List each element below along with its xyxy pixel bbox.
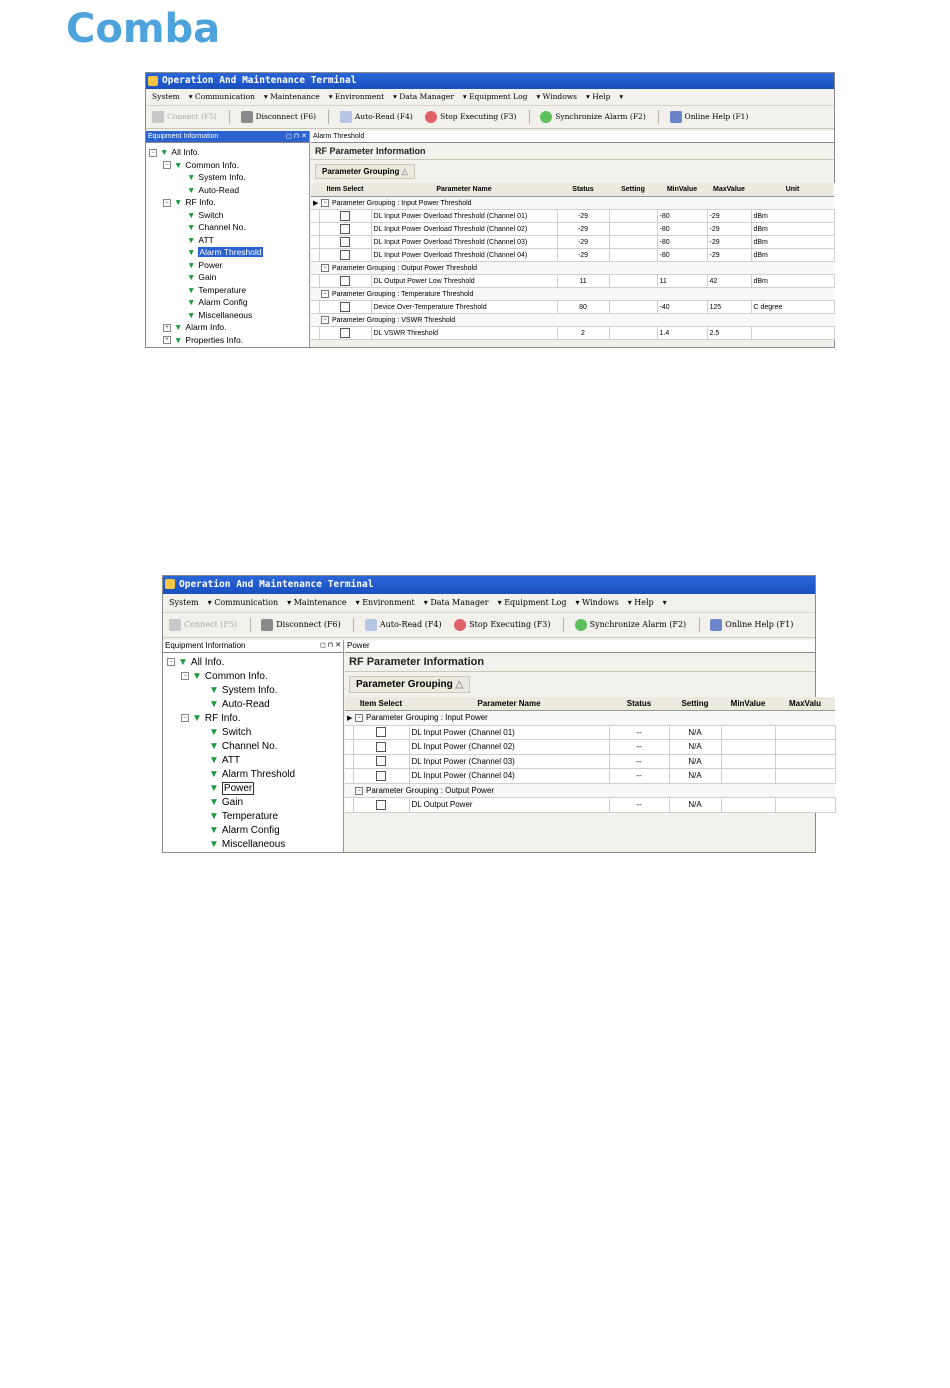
tree-node-alarm-info[interactable]: + ▼ Alarm Info.	[163, 322, 227, 332]
tree-node-rf-info[interactable]: − ▼ RF Info.	[181, 713, 240, 724]
setting-input[interactable]	[609, 210, 657, 223]
antenna-icon: ▼	[209, 685, 219, 696]
synchronize-alarm-button[interactable]: Synchronize Alarm (F2)	[540, 106, 646, 128]
antenna-icon: ▼	[209, 769, 219, 780]
item-select-checkbox[interactable]	[340, 276, 350, 286]
collapse-icon[interactable]: −	[181, 714, 189, 722]
antenna-icon: ▼	[178, 657, 188, 668]
antenna-icon: ▼	[209, 797, 219, 808]
tree-node-channel-no[interactable]: ▼ Channel No.	[187, 222, 246, 232]
item-select-checkbox[interactable]	[340, 328, 350, 338]
toolbar-separator	[529, 110, 530, 124]
column-header-maxvalue[interactable]: MaxValue	[707, 183, 751, 197]
setting-input[interactable]: N/A	[669, 798, 721, 813]
toolbar-separator	[563, 618, 564, 632]
tree-node-switch[interactable]: ▼ Switch	[209, 727, 252, 738]
menu-environment[interactable]: Environment	[362, 598, 415, 607]
antenna-icon: ▼	[187, 184, 196, 195]
tree-node-power[interactable]: ▼ Power	[209, 783, 253, 794]
stop-executing-button[interactable]: Stop Executing (F3)	[425, 106, 516, 128]
auto-read-icon	[340, 111, 352, 123]
rf-parameter-title: RF Parameter Information	[345, 653, 815, 672]
tree-node-all-info[interactable]: − ▼ All Info.	[149, 147, 200, 157]
setting-input[interactable]: N/A	[669, 754, 721, 769]
rf-parameter-pane	[345, 640, 821, 852]
item-select-checkbox[interactable]	[376, 771, 386, 781]
collapse-icon[interactable]: −	[163, 199, 171, 207]
tree-node-miscellaneous[interactable]: ▼ Miscellaneous	[209, 839, 286, 850]
toolbar-separator	[229, 110, 230, 124]
setting-input[interactable]	[609, 275, 657, 288]
antenna-icon: ▼	[209, 699, 219, 710]
menu-maintenance[interactable]: Maintenance	[270, 92, 320, 101]
toolbar-separator	[328, 110, 329, 124]
tree-node-gain[interactable]: ▼ Gain	[209, 797, 244, 808]
app-icon	[165, 579, 175, 589]
tree-node-common-info[interactable]: − ▼ Common Info.	[181, 671, 268, 682]
menu-equipment-log[interactable]: Equipment Log	[469, 92, 528, 101]
help-icon	[710, 619, 722, 631]
column-header-unit[interactable]: Unit	[751, 183, 834, 197]
group-row[interactable]: ▶ − Parameter Grouping : Input Power	[345, 711, 835, 726]
antenna-icon: ▼	[187, 172, 196, 182]
antenna-icon: ▼	[174, 197, 183, 207]
sync-icon	[575, 619, 587, 631]
menu-equipment-log[interactable]: Equipment Log	[504, 598, 567, 607]
collapse-icon[interactable]: −	[163, 161, 171, 169]
item-select-checkbox[interactable]	[340, 237, 350, 247]
item-select-checkbox[interactable]	[376, 727, 386, 737]
tree-node-all-info[interactable]: − ▼ All Info.	[167, 657, 224, 668]
antenna-icon: ▼	[192, 671, 202, 682]
antenna-icon: ▼	[209, 839, 219, 850]
tab-alarm-threshold[interactable]: Alarm Threshold	[311, 131, 834, 143]
antenna-icon: ▼	[174, 334, 183, 345]
table-row[interactable]: DL Input Power (Channel 02) -- N/A	[345, 740, 835, 755]
tree-node-alarm-config[interactable]: ▼ Alarm Config	[209, 825, 280, 836]
tree-node-miscellaneous[interactable]: ▼ Miscellaneous	[187, 309, 253, 320]
pane-controls[interactable]: ◻ ⊓ ✕	[319, 642, 341, 649]
table-row[interactable]: DL Output Power -- N/A	[345, 798, 835, 813]
setting-input[interactable]: N/A	[669, 769, 721, 784]
tree-node-power[interactable]: ▼ Power	[187, 259, 223, 270]
online-help-button[interactable]: Online Help (F1)	[710, 613, 793, 637]
synchronize-alarm-button[interactable]: Synchronize Alarm (F2)	[575, 613, 687, 637]
group-row[interactable]: ▶ − Parameter Grouping : Input Power Threshold	[311, 197, 834, 210]
item-select-checkbox[interactable]	[340, 250, 350, 260]
toolbar	[163, 613, 815, 638]
menu-bar: System ▾ Communication ▾ Maintenance ▾ Environment ▾ Data Manager ▾ Equipment Log ▾ Windows ▾ Help ▾	[163, 594, 815, 613]
antenna-icon: ▼	[187, 284, 196, 295]
setting-input[interactable]: N/A	[669, 725, 721, 740]
item-select-checkbox[interactable]	[376, 756, 386, 766]
stop-icon	[425, 111, 437, 123]
menu-maintenance[interactable]: Maintenance	[293, 598, 347, 607]
disconnect-icon	[261, 619, 273, 631]
item-select-checkbox[interactable]	[376, 742, 386, 752]
connect-icon	[169, 619, 181, 631]
parameter-table	[345, 697, 836, 813]
item-select-checkbox[interactable]	[376, 800, 386, 810]
column-header-status[interactable]: Status	[609, 697, 669, 711]
table-row[interactable]: DL Input Power Overload Threshold (Channel 04) -29 -80 -29 dBm	[311, 249, 834, 262]
expand-icon[interactable]: +	[163, 324, 171, 332]
antenna-icon: ▼	[192, 713, 202, 724]
column-header-minvalue[interactable]: MinValue	[657, 183, 707, 197]
menu-communication[interactable]: Communication	[194, 92, 255, 101]
antenna-icon: ▼	[160, 147, 169, 157]
table-row[interactable]: Device Over-Temperature Threshold 80 -40 125 C degree	[311, 301, 834, 314]
setting-input[interactable]	[609, 223, 657, 236]
oam-window-power	[162, 575, 821, 853]
window-titlebar	[163, 576, 815, 594]
item-select-checkbox[interactable]	[340, 211, 350, 221]
menu-bar: System ▾ Communication ▾ Maintenance ▾ Environment ▾ Data Manager ▾ Equipment Log ▾ Windows ▾ Help ▾	[146, 89, 834, 106]
collapse-icon[interactable]: −	[167, 658, 175, 666]
auto-read-button[interactable]: Auto-Read (F4)	[340, 106, 413, 128]
column-header-item-select[interactable]: Item Select	[353, 697, 409, 711]
group-row[interactable]: − Parameter Grouping : Output Power Threshold	[311, 262, 834, 275]
column-header-setting[interactable]: Setting	[609, 183, 657, 197]
item-select-checkbox[interactable]	[340, 224, 350, 234]
disconnect-button[interactable]: Disconnect (F6)	[241, 106, 317, 128]
table-header-row	[345, 697, 835, 711]
comba-logo: Comba	[66, 6, 221, 52]
collapse-icon[interactable]: −	[355, 787, 363, 795]
collapse-icon[interactable]: −	[321, 316, 329, 324]
disconnect-button[interactable]: Disconnect (F6)	[261, 613, 341, 637]
online-help-button[interactable]: Online Help (F1)	[670, 106, 749, 128]
column-header-maxvalue[interactable]: MaxValu	[775, 697, 835, 711]
connect-button[interactable]: Connect (F5)	[152, 106, 217, 128]
auto-read-icon	[365, 619, 377, 631]
app-icon	[148, 76, 158, 86]
collapse-icon[interactable]: −	[149, 149, 157, 157]
row-pointer-icon: ▶	[311, 197, 319, 210]
group-row[interactable]: − Parameter Grouping : VSWR Threshold	[311, 314, 834, 327]
antenna-icon: ▼	[209, 741, 219, 752]
toolbar	[146, 106, 834, 129]
item-select-checkbox[interactable]	[340, 302, 350, 312]
tree-node-gain[interactable]: ▼ Gain	[187, 272, 217, 282]
tree-node-system-info[interactable]: ▼ System Info.	[187, 172, 246, 182]
menu-data-manager[interactable]: Data Manager	[430, 598, 489, 607]
window-title: Operation And Maintenance Terminal	[162, 75, 357, 86]
window-title: Operation And Maintenance Terminal	[179, 579, 374, 590]
tree-node-alarm-config[interactable]: ▼ Alarm Config	[187, 297, 248, 307]
tree-node-temperature[interactable]: ▼ Temperature	[209, 811, 279, 822]
pane-header: Equipment Information ◻ ⊓ ✕	[146, 131, 309, 143]
tree-node-auto-read[interactable]: ▼ Auto-Read	[187, 184, 240, 195]
table-row[interactable]: DL Input Power (Channel 04) -- N/A	[345, 769, 835, 784]
setting-input[interactable]	[609, 301, 657, 314]
antenna-icon: ▼	[187, 234, 196, 245]
toolbar-separator	[699, 618, 700, 632]
sync-icon	[540, 111, 552, 123]
tree-node-auto-read[interactable]: ▼ Auto-Read	[209, 699, 270, 710]
parameter-table	[311, 183, 835, 340]
tree-node-att[interactable]: ▼ ATT	[209, 755, 241, 766]
table-row[interactable]: DL Input Power Overload Threshold (Channel 01) -29 -80 -29 dBm	[311, 210, 834, 223]
disconnect-icon	[241, 111, 253, 123]
equipment-info-pane	[163, 640, 344, 852]
collapse-icon[interactable]: −	[321, 290, 329, 298]
connect-button[interactable]: Connect (F5)	[169, 613, 237, 637]
menu-windows[interactable]: Windows	[542, 92, 578, 101]
column-header-status[interactable]: Status	[557, 183, 609, 197]
rf-parameter-title: RF Parameter Information	[311, 143, 834, 160]
column-header-minvalue[interactable]: MinValue	[721, 697, 775, 711]
antenna-icon: ▼	[209, 811, 219, 822]
auto-read-button[interactable]: Auto-Read (F4)	[365, 613, 442, 637]
setting-input[interactable]	[609, 327, 657, 340]
toolbar-separator	[658, 110, 659, 124]
table-row[interactable]: DL Input Power Overload Threshold (Channel 03) -29 -80 -29 dBm	[311, 236, 834, 249]
antenna-icon: ▼	[174, 322, 183, 332]
setting-input[interactable]	[609, 236, 657, 249]
antenna-icon: ▼	[209, 727, 219, 738]
oam-window-alarm-threshold	[145, 72, 835, 348]
antenna-icon: ▼	[209, 783, 219, 794]
setting-input[interactable]: N/A	[669, 740, 721, 755]
antenna-icon: ▼	[187, 209, 196, 220]
antenna-icon: ▼	[209, 755, 219, 766]
menu-help[interactable]: Help	[592, 92, 611, 101]
antenna-icon: ▼	[187, 247, 196, 257]
table-row[interactable]: DL Input Power (Channel 01) -- N/A	[345, 725, 835, 740]
menu-help[interactable]: Help	[634, 598, 654, 607]
tree-node-rf-info[interactable]: − ▼ RF Info.	[163, 197, 216, 207]
column-header-item-select[interactable]: Item Select	[319, 183, 371, 197]
rf-parameter-pane	[311, 131, 834, 347]
help-icon	[670, 111, 682, 123]
tree-node-alarm-threshold[interactable]: ▼ Alarm Threshold	[187, 247, 262, 257]
menu-data-manager[interactable]: Data Manager	[399, 92, 454, 101]
table-row[interactable]: DL Output Power Low Threshold 11 11 42 dBm	[311, 275, 834, 288]
toolbar-separator	[250, 618, 251, 632]
stop-icon	[454, 619, 466, 631]
tab-power[interactable]: Power	[345, 640, 815, 653]
connect-icon	[152, 111, 164, 123]
tree-node-att[interactable]: ▼ ATT	[187, 234, 214, 245]
collapse-icon[interactable]: −	[321, 264, 329, 272]
antenna-icon: ▼	[187, 259, 196, 270]
collapse-icon[interactable]: −	[321, 199, 329, 207]
tree-node-temperature[interactable]: ▼ Temperature	[187, 284, 247, 295]
tree-node-channel-no[interactable]: ▼ Channel No.	[209, 741, 278, 752]
menu-communication[interactable]: Communication	[214, 598, 279, 607]
menu-system[interactable]: System	[152, 92, 180, 101]
antenna-icon: ▼	[187, 297, 196, 307]
column-header-parameter-name[interactable]: Parameter Name	[371, 183, 557, 197]
pane-controls[interactable]: ◻ ⊓ ✕	[285, 133, 307, 140]
column-header-setting[interactable]: Setting	[669, 697, 721, 711]
collapse-icon[interactable]: −	[181, 672, 189, 680]
tree-node-properties-info[interactable]: + ▼ Properties Info.	[163, 335, 243, 345]
pane-header: Equipment Information ◻ ⊓ ✕	[163, 640, 343, 653]
antenna-icon: ▼	[187, 272, 196, 282]
tree-node-system-info[interactable]: ▼ System Info.	[209, 685, 278, 696]
menu-environment[interactable]: Environment	[334, 92, 385, 101]
table-header-row	[311, 183, 834, 197]
menu-windows[interactable]: Windows	[582, 598, 619, 607]
stop-executing-button[interactable]: Stop Executing (F3)	[454, 613, 550, 637]
parameter-grouping-header[interactable]: Parameter Grouping △	[349, 676, 470, 693]
tree-node-common-info[interactable]: − ▼ Common Info.	[163, 160, 239, 170]
tree-node-switch[interactable]: ▼ Switch	[187, 209, 224, 220]
column-header-parameter-name[interactable]: Parameter Name	[409, 697, 609, 711]
toolbar-separator	[353, 618, 354, 632]
antenna-icon: ▼	[187, 222, 196, 232]
table-row[interactable]: DL Input Power (Channel 03) -- N/A	[345, 754, 835, 769]
antenna-icon: ▼	[187, 309, 196, 320]
collapse-icon[interactable]: −	[355, 714, 363, 722]
antenna-icon: ▼	[209, 825, 219, 836]
parameter-grouping-header[interactable]: Parameter Grouping △	[315, 164, 415, 179]
antenna-icon: ▼	[174, 159, 183, 170]
window-titlebar	[146, 73, 834, 89]
table-row[interactable]: DL Input Power Overload Threshold (Channel 02) -29 -80 -29 dBm	[311, 223, 834, 236]
setting-input[interactable]	[609, 249, 657, 262]
expand-icon[interactable]: +	[163, 336, 171, 344]
tree-node-alarm-threshold[interactable]: ▼ Alarm Threshold	[209, 769, 296, 780]
group-row[interactable]: − Parameter Grouping : Output Power	[345, 783, 835, 798]
row-pointer-icon: ▶	[345, 711, 353, 726]
menu-system[interactable]: System	[169, 598, 199, 607]
group-row[interactable]: − Parameter Grouping : Temperature Threshold	[311, 288, 834, 301]
equipment-info-pane	[146, 131, 310, 347]
table-row[interactable]: DL VSWR Threshold 2 1.4 2.5	[311, 327, 834, 340]
